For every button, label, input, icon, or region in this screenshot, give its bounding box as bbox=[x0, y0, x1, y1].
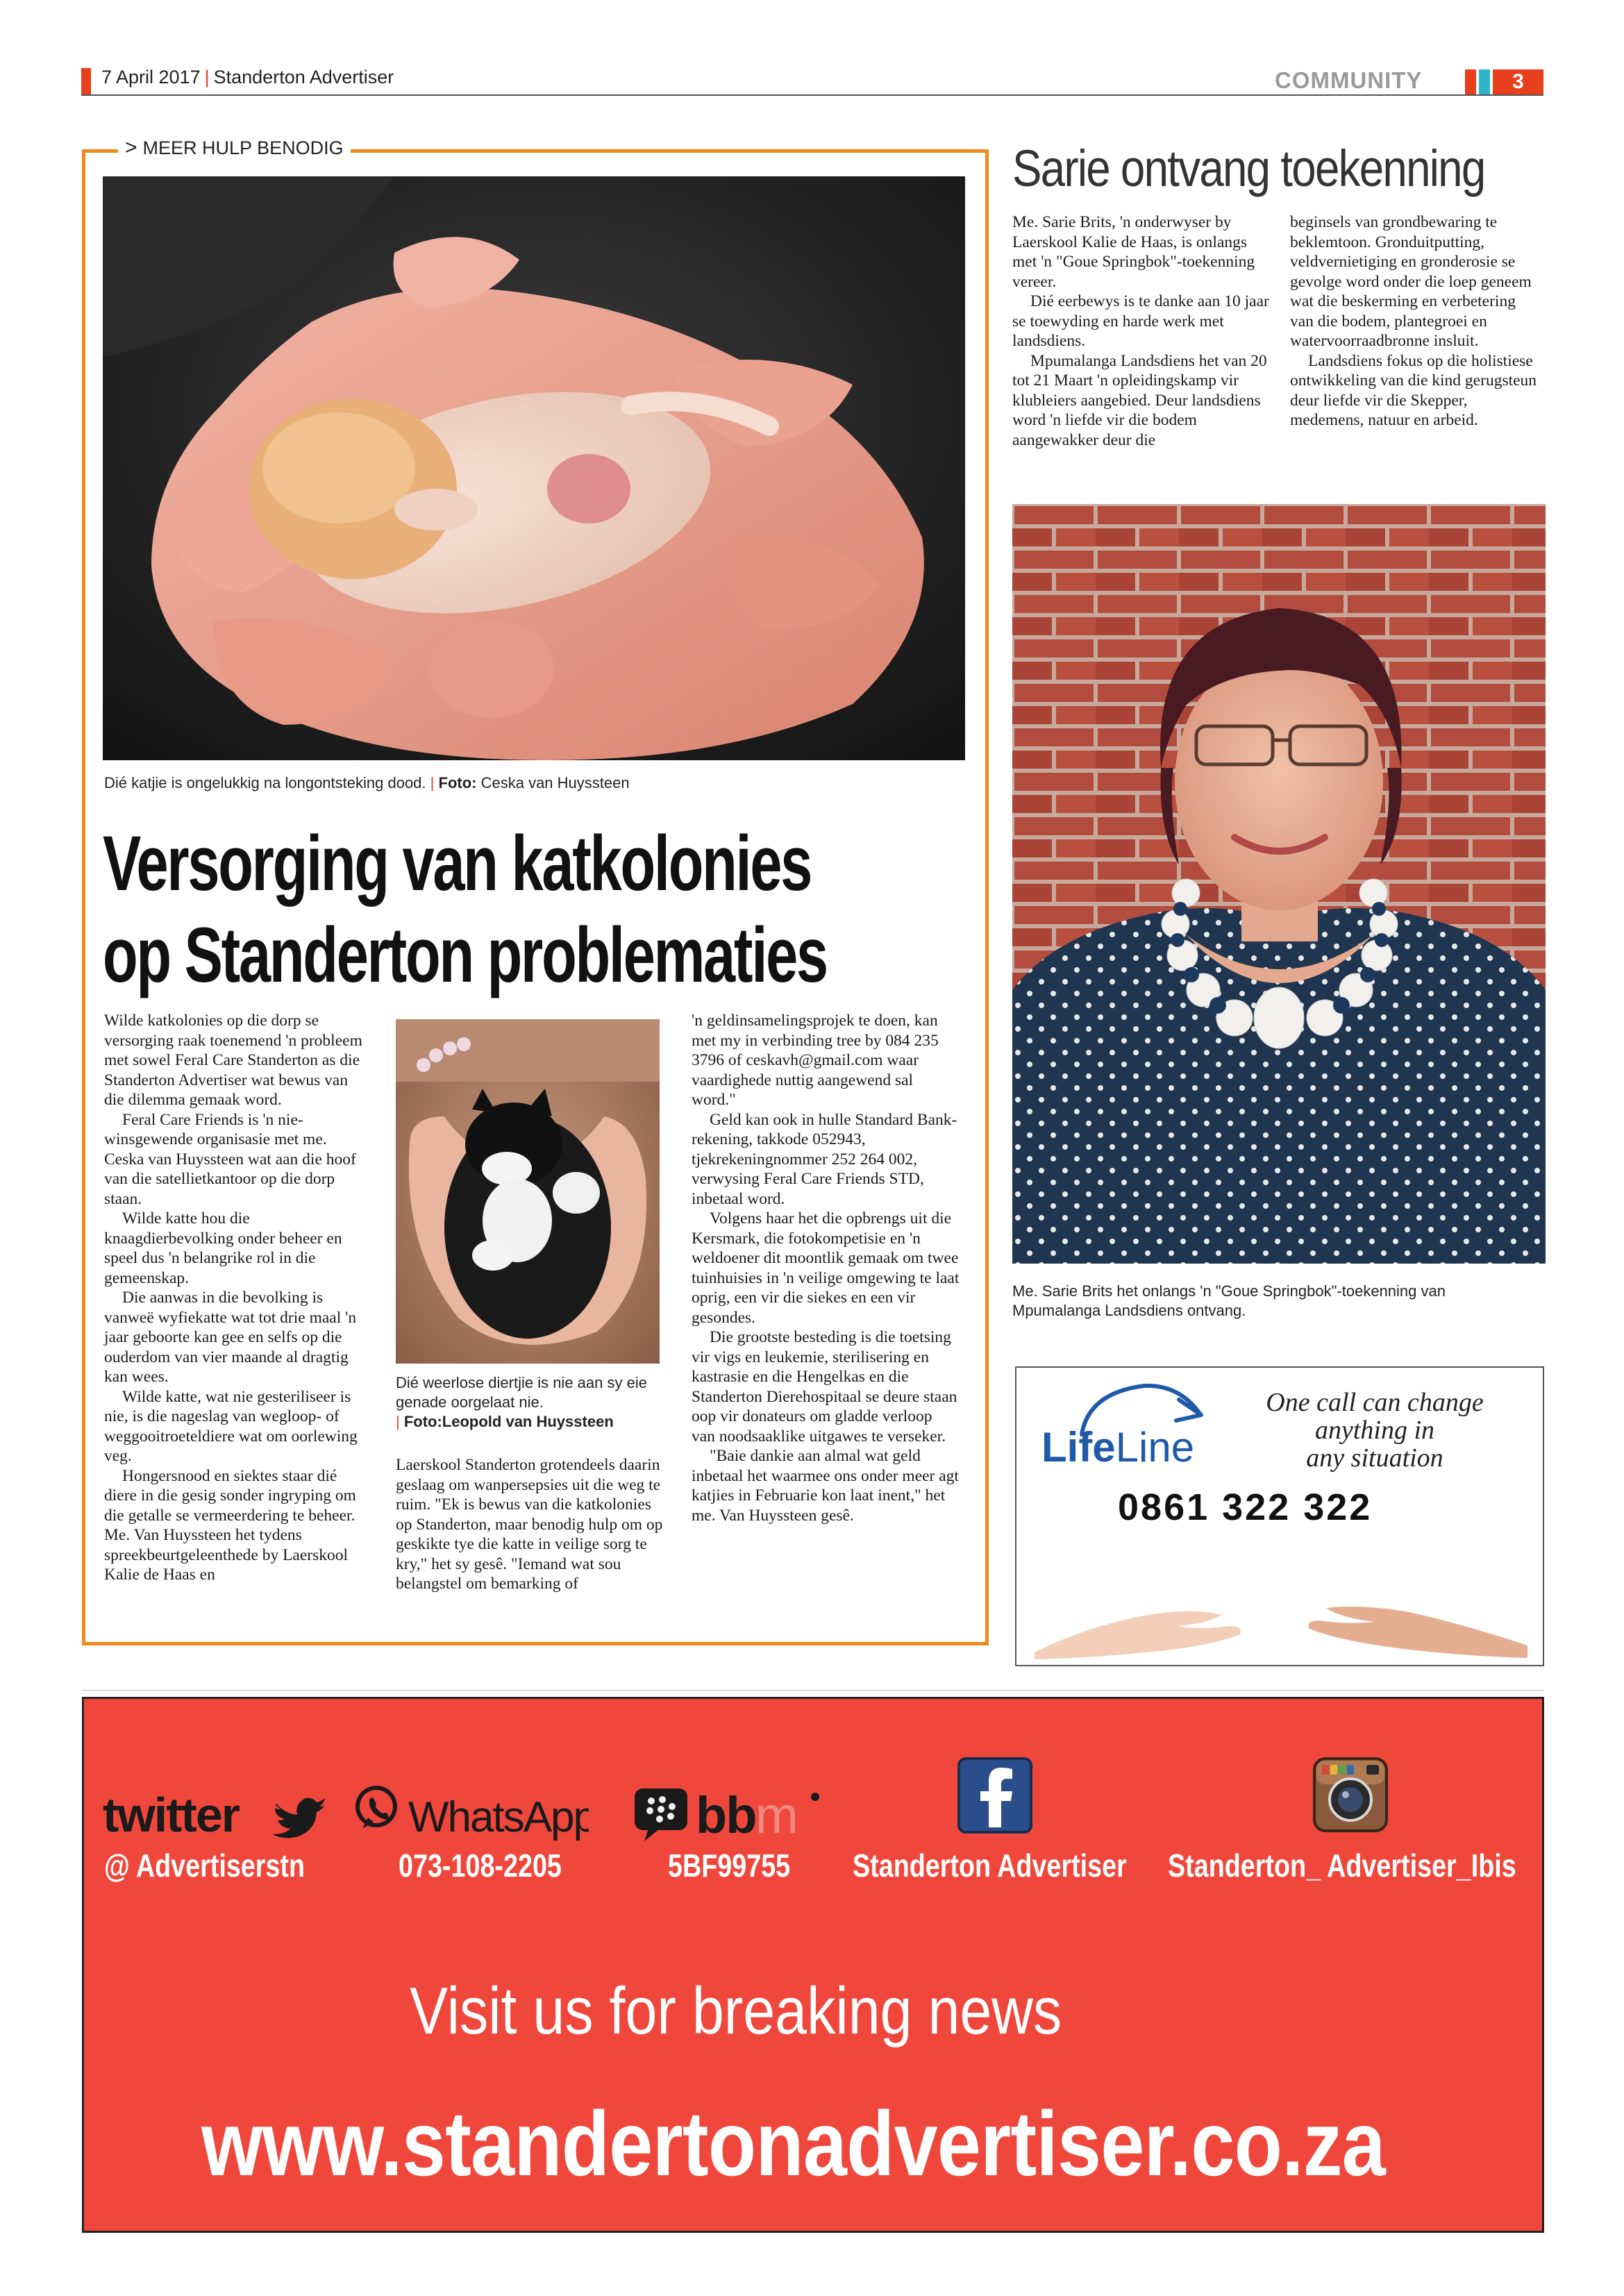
small-photo-kitten bbox=[396, 1019, 660, 1364]
main-caption-text: Dié katjie is ongelukkig na longontsteking dood. bbox=[104, 774, 426, 791]
facebook-icon[interactable] bbox=[957, 1757, 1033, 1834]
kicker bbox=[118, 136, 351, 160]
sarie-column-1 bbox=[1012, 212, 1273, 450]
svg-text:bb: bb bbox=[696, 1786, 756, 1844]
section-square-orange bbox=[1465, 69, 1476, 94]
article-column-3 bbox=[692, 1011, 960, 1525]
bbm-logo[interactable] bbox=[632, 1783, 826, 1845]
twitter-handle[interactable]: @ Advertiserstn bbox=[104, 1847, 305, 1884]
page-number: 3 bbox=[1493, 69, 1543, 94]
caption-separator: | bbox=[430, 774, 435, 791]
small-credit: Foto:Leopold van Huyssteen bbox=[403, 1413, 614, 1430]
paragraph: beginsels van grondbewaring te beklemtoon. Gronduitputting, veldvernietiging en gronderosie se gevolge word onder die loep geneem wat die beskerming en verbetering van die bodem, plantegroei en watervoorraadbronne insluit. bbox=[1290, 213, 1532, 350]
header-rule bbox=[81, 94, 1543, 96]
lifeline-phone[interactable]: 0861 322 322 bbox=[1118, 1486, 1373, 1528]
headline-line-1: Versorging van katkolonies bbox=[103, 820, 812, 907]
svg-text:twitter: twitter bbox=[103, 1788, 239, 1842]
paragraph: Wilde katte hou die knaagdierbevolking onder beheer en speel dus 'n belangrike rol in die gemeenskap. bbox=[104, 1209, 342, 1287]
headline-line-2: op Standerton problematies bbox=[103, 912, 827, 998]
paragraph: Wilde katkolonies op die dorp se versorging raak toenemend 'n probleem met sowel Feral Care Standerton as die Standerton Advertiser wat bewus van die dilemma gemaak word. bbox=[104, 1012, 362, 1109]
issue-date: 7 April 2017 bbox=[101, 67, 201, 87]
logo-life: Life bbox=[1041, 1424, 1116, 1470]
facebook-page[interactable]: Standerton Advertiser bbox=[853, 1847, 1127, 1884]
paragraph: Laerskool Standerton grotendeels daarin geslaag om wanpersepsies uit die weg te ruim. "Ek is bewus van die katkolonies op Standerton, maar benodig hulp om op geskikte tye die katte in veilige sorg te kry," het sy gesê. "Iemand wat sou belangstel om bemarking of bbox=[396, 1456, 663, 1593]
slogan-line-1: One call can change bbox=[1266, 1388, 1484, 1417]
main-credit-label: Foto: bbox=[438, 774, 477, 791]
chevron-right-icon: > bbox=[125, 136, 137, 159]
hands-illustration bbox=[1035, 1548, 1527, 1659]
sarie-photo-caption: Me. Sarie Brits het onlangs 'n "Goue Springbok"-toekenning van Mpumalanga Landsdiens ontvang. bbox=[1012, 1282, 1446, 1319]
headline bbox=[103, 818, 981, 1001]
paragraph: Me. Sarie Brits, 'n onderwyser by Laerskool Kalie de Haas, is onlangs met 'n "Goue Springbok"-toekenning vereer. bbox=[1012, 213, 1255, 291]
twitter-logo[interactable] bbox=[103, 1783, 325, 1845]
paragraph: 'n geldinsamelingsprojek te doen, kan met my in verbinding tree by 084 235 3796 of ceskavh@gmail.com waar vaardighede nuttig aangewend sal word." bbox=[692, 1012, 939, 1109]
kicker-label: MEER HULP BENODIG bbox=[142, 137, 344, 158]
sarie-column-2 bbox=[1290, 212, 1541, 430]
sarie-portrait bbox=[1012, 504, 1546, 1264]
paragraph: Geld kan ook in hulle Standard Bank-rekening, takkode 052943, tjekrekeningnommer 252 264 002, verwysing Feral Care Friends STD, inbetaal word. bbox=[692, 1110, 957, 1208]
caption-separator: | bbox=[396, 1413, 400, 1430]
main-photo-caption bbox=[104, 773, 630, 793]
sarie-headline: Sarie ontvang toekenning bbox=[1012, 140, 1485, 197]
website-url[interactable]: www.standertonadvertiser.co.za bbox=[201, 2093, 1385, 2195]
whatsapp-logo[interactable] bbox=[353, 1779, 589, 1848]
small-caption-text: Dié weerlose diertjie is nie aan sy eie genade oorgelaat nie. bbox=[396, 1374, 647, 1411]
paragraph: Mpumalanga Landsdiens het van 20 tot 21 Maart 'n opleidingskamp vir klubleiers aangebied. Deur landsdiens word 'n liefde vir die bodem aangewakker deur die bbox=[1012, 351, 1267, 449]
svg-text:m: m bbox=[755, 1786, 797, 1844]
header-accent-bar bbox=[81, 68, 91, 94]
paragraph: Die grootste besteding is die toetsing vir vigs en leukemie, sterilisering en kastrasie en die Hengelkas en die Standerton Dierehospitaal se deure staan oop vir donateurs om gladde verloop van noodsaaklike uitgawes te verseker. bbox=[692, 1328, 957, 1446]
paragraph: Feral Care Friends is 'n nie-winsgewende organisasie met me. Ceska van Huyssteen wat aan die hoof van die satellietkantoor op die dorp staan. bbox=[104, 1110, 356, 1208]
instagram-icon[interactable] bbox=[1312, 1757, 1389, 1833]
instagram-handle[interactable]: Standerton_ Advertiser_Ibis bbox=[1168, 1847, 1516, 1884]
whatsapp-number[interactable]: 073-108-2205 bbox=[399, 1847, 562, 1884]
dateline-separator: | bbox=[204, 67, 210, 87]
paragraph: "Baie dankie aan almal wat geld inbetaal het waarmee ons onder meer agt katjies in Februarie kon laat inent," het me. Van Huyssteen gesê. bbox=[692, 1447, 959, 1525]
page-rule bbox=[81, 1690, 1543, 1691]
svg-text:WhatsApp: WhatsApp bbox=[408, 1793, 589, 1841]
bbm-pin[interactable]: 5BF99755 bbox=[668, 1847, 791, 1884]
section-square-teal bbox=[1479, 69, 1490, 94]
slogan-line-3: any situation bbox=[1306, 1443, 1443, 1473]
article-column-2 bbox=[396, 1455, 668, 1594]
lifeline-slogan bbox=[1229, 1389, 1521, 1472]
paragraph: Die aanwas in die bevolking is vanweë wyfiekatte wat tot drie maal 'n jaar geboorte kan gee en selfs op die ouderdom van vier maande al dragtig kan wees. bbox=[104, 1289, 357, 1386]
main-credit-name: Ceska van Huyssteen bbox=[480, 774, 630, 791]
header-dateline bbox=[101, 67, 394, 88]
paragraph: Wilde katte, wat nie gesteriliseer is nie, is die nageslag van wegloop- of weggooitroeteldiere wat om oorlewing veg. bbox=[104, 1387, 358, 1465]
paragraph: Dié eerbewys is te danke aan 10 jaar se toewyding en harde werk met landsdiens. bbox=[1012, 292, 1269, 350]
slogan-line-2: anything in bbox=[1314, 1416, 1435, 1445]
main-photo-kitten bbox=[103, 176, 965, 760]
lifeline-wordmark bbox=[1041, 1423, 1194, 1471]
paragraph: Landsdiens fokus op die holistiese ontwikkeling van die kind gerugsteun deur liefde vir die Skepper, medemens, natuur en arbeid. bbox=[1290, 351, 1537, 429]
paragraph: Volgens haar het die opbrengs uit die Kersmark, die fotokompetisie en 'n weldoener dit moontlik gemaak om twee tuinhuisies in 'n veilige omgewing te laat oprig, een vir die siekes en een vir gesondes. bbox=[692, 1209, 960, 1327]
small-photo-caption bbox=[396, 1373, 668, 1432]
section-label: COMMUNITY bbox=[1275, 67, 1423, 93]
paragraph: Hongersnood en siektes staar dié diere in die gesig sonder ingryping om die getalle se vermeerdering te beheer. Me. Van Huyssteen het tydens spreekbeurtgeleenthede by Laerskool Kalie de Haas en bbox=[104, 1466, 356, 1584]
visit-tagline: Visit us for breaking news bbox=[410, 1974, 1062, 2048]
publication-name: Standerton Advertiser bbox=[213, 67, 394, 87]
article-column-1 bbox=[104, 1011, 362, 1585]
logo-line: Line bbox=[1115, 1424, 1195, 1470]
